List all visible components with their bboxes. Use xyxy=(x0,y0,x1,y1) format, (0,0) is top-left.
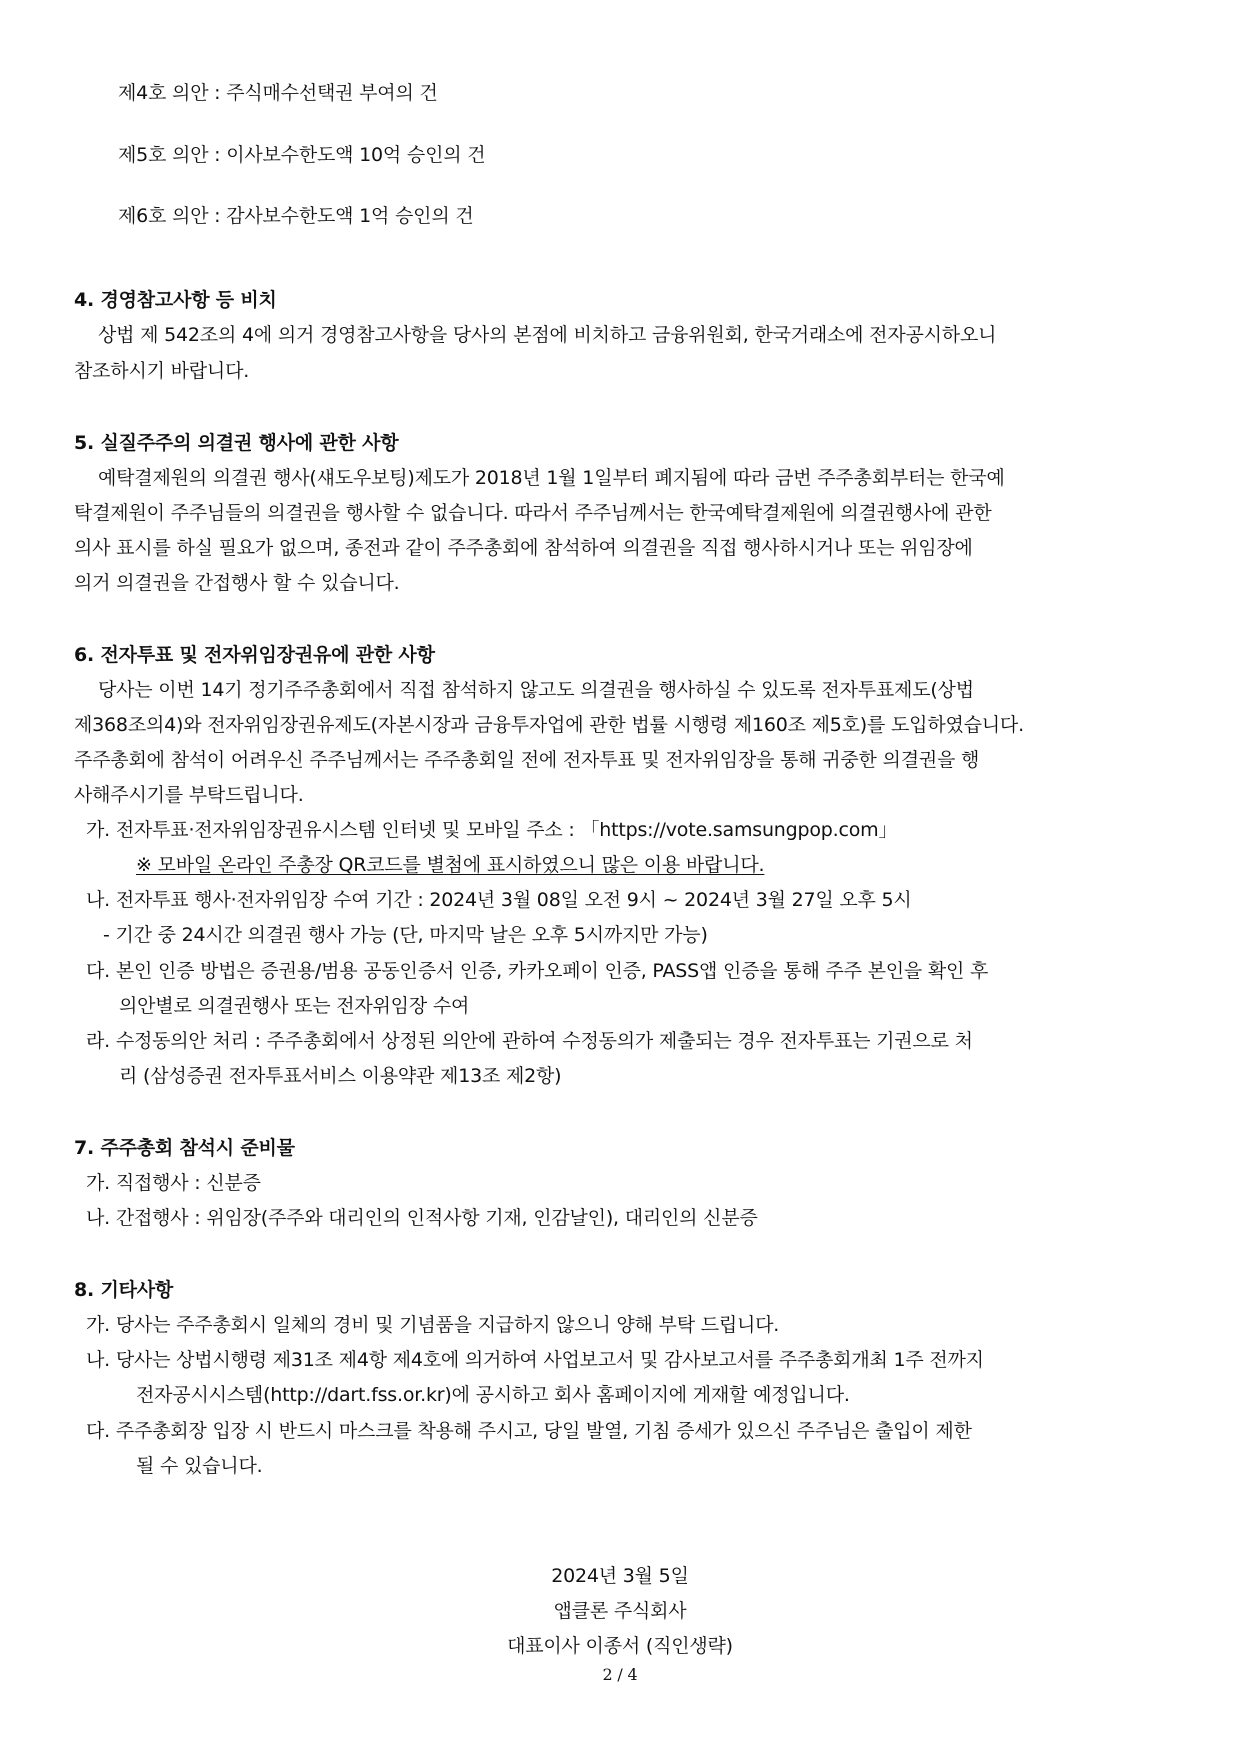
ceo-signature: 대표이사 이종서 (직인생략) xyxy=(507,1635,733,1657)
section-6-item-na-sub: - 기간 중 24시간 의결권 행사 가능 (단, 마지막 날은 오후 5시까지만 가능) xyxy=(103,924,708,946)
section-4-line: 상법 제 542조의 4에 의거 경영참고사항을 당사의 본점에 비치하고 금융위원회, 한국거래소에 전자공시하오니 xyxy=(98,324,997,346)
agenda-item-4: 제4호 의안 : 주식매수선택권 부여의 건 xyxy=(118,82,438,104)
section-8-item-da: 다. 주주총회장 입장 시 반드시 마스크를 착용해 주시고, 당일 발열, 기침 증세가 있으신 주주님은 출입이 제한 xyxy=(86,1420,972,1442)
section-6-line: 당사는 이번 14기 정기주주총회에서 직접 참석하지 않고도 의결권을 행사하실 수 있도록 전자투표제도(상법 xyxy=(98,679,974,701)
section-4-line: 참조하시기 바랍니다. xyxy=(74,360,250,382)
notice-date: 2024년 3월 5일 xyxy=(551,1565,689,1587)
section-6-line: 제368조의4)와 전자위임장권유제도(자본시장과 금융투자업에 관한 법률 시행령 제160조 제5호)를 도입하였습니다. xyxy=(74,714,1024,736)
section-6-item-ra-cont: 리 (삼성증권 전자투표서비스 이용약관 제13조 제2항) xyxy=(119,1065,562,1087)
agenda-item-6: 제6호 의안 : 감사보수한도액 1억 승인의 건 xyxy=(118,205,474,227)
section-6-item-da: 다. 본인 인증 방법은 증권용/범용 공동인증서 인증, 카카오페이 인증, PASS앱 인증을 통해 주주 본인을 확인 후 xyxy=(86,960,989,982)
page-number: 2 / 4 xyxy=(602,1665,638,1684)
section-5-line: 의사 표시를 하실 필요가 없으며, 종전과 같이 주주총회에 참석하여 의결권을 직접 행사하시거나 또는 위임장에 xyxy=(74,537,973,559)
section-8-item-na-cont: 전자공시시스템(http://dart.fss.or.kr)에 공시하고 회사 홈페이지에 게재할 예정입니다. xyxy=(136,1384,850,1406)
section-5-line: 예탁결제원의 의결권 행사(섀도우보팅)제도가 2018년 1월 1일부터 폐지됨에 따라 금번 주주총회부터는 한국예 xyxy=(98,467,1005,489)
section-7-item-na: 나. 간접행사 : 위임장(주주와 대리인의 인적사항 기재, 인감날인), 대리인의 신분증 xyxy=(86,1207,758,1229)
section-5-line: 탁결제원이 주주님들의 의결권을 행사할 수 없습니다. 따라서 주주님께서는 한국예탁결제원에 의결권행사에 관한 xyxy=(74,502,992,524)
section-6-line: 주주총회에 참석이 어려우신 주주님께서는 주주총회일 전에 전자투표 및 전자위임장을 통해 귀중한 의결권을 행 xyxy=(74,749,980,771)
section-6-item-ra: 라. 수정동의안 처리 : 주주총회에서 상정된 의안에 관하여 수정동의가 제출되는 경우 전자투표는 기권으로 처 xyxy=(86,1030,973,1052)
section-6-item-ga: 가. 전자투표·전자위임장권유시스템 인터넷 및 모바일 주소 : 「https://vote.samsungpop.com」 xyxy=(86,819,898,841)
section-8-heading: 8. 기타사항 xyxy=(74,1279,174,1301)
qr-code-note: ※ 모바일 온라인 주총장 QR코드를 별첨에 표시하였으니 많은 이용 바랍니다. xyxy=(136,854,765,876)
section-6-heading: 6. 전자투표 및 전자위임장권유에 관한 사항 xyxy=(74,644,435,666)
section-4-heading: 4. 경영참고사항 등 비치 xyxy=(74,289,277,311)
section-6-item-na: 나. 전자투표 행사·전자위임장 수여 기간 : 2024년 3월 08일 오전 9시 ~ 2024년 3월 27일 오후 5시 xyxy=(86,889,912,911)
section-7-item-ga: 가. 직접행사 : 신분증 xyxy=(86,1172,261,1194)
company-name: 앱클론 주식회사 xyxy=(553,1600,687,1622)
agenda-item-5: 제5호 의안 : 이사보수한도액 10억 승인의 건 xyxy=(118,144,486,166)
section-8-item-da-cont: 될 수 있습니다. xyxy=(136,1455,263,1477)
section-8-item-na: 나. 당사는 상법시행령 제31조 제4항 제4호에 의거하여 사업보고서 및 감사보고서를 주주총회개최 1주 전까지 xyxy=(86,1349,984,1371)
section-7-heading: 7. 주주총회 참석시 준비물 xyxy=(74,1137,295,1159)
section-5-heading: 5. 실질주주의 의결권 행사에 관한 사항 xyxy=(74,432,399,454)
section-6-line: 사해주시기를 부탁드립니다. xyxy=(74,784,304,806)
section-6-item-da-cont: 의안별로 의결권행사 또는 전자위임장 수여 xyxy=(119,995,470,1017)
section-8-item-ga: 가. 당사는 주주총회시 일체의 경비 및 기념품을 지급하지 않으니 양해 부탁 드립니다. xyxy=(86,1314,780,1336)
section-5-line: 의거 의결권을 간접행사 할 수 있습니다. xyxy=(74,572,400,594)
